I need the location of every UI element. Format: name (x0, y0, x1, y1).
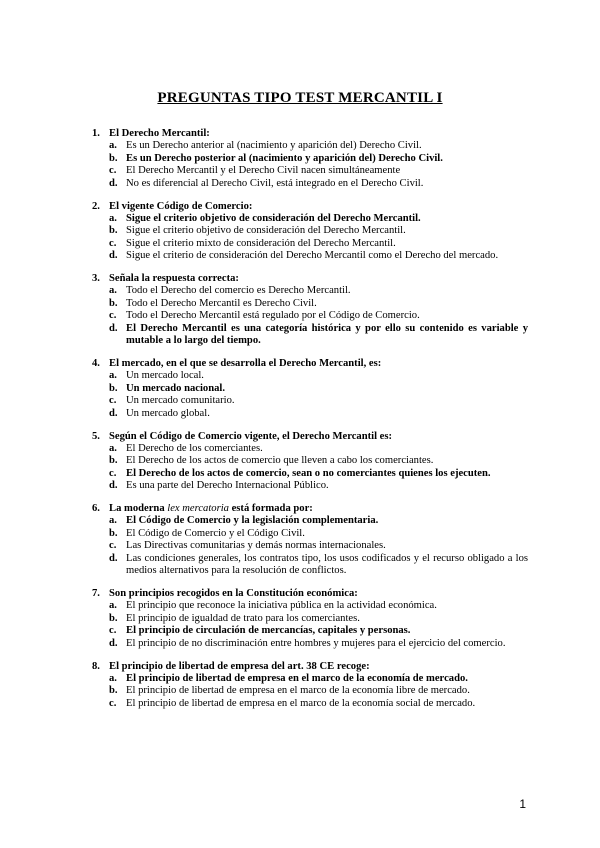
option-letter: b. (109, 382, 118, 394)
option-d (92, 553, 528, 578)
option-letter: b. (109, 612, 118, 624)
option-b (92, 455, 528, 467)
option-a (92, 213, 528, 225)
option-a (92, 600, 528, 612)
option-letter: d. (109, 322, 118, 334)
option-text: Un mercado nacional. (126, 382, 225, 394)
question-6 (92, 503, 528, 577)
option-a (92, 140, 528, 152)
option-d (92, 250, 528, 262)
option-list (92, 370, 528, 420)
option-list (92, 673, 528, 710)
option-list (92, 285, 528, 347)
option-text: Un mercado global. (126, 407, 210, 419)
question-text: El mercado, en el que se desarrolla el Derecho Mercantil, es: (109, 358, 382, 369)
option-text: Las Directivas comunitarias y demás normas internacionales. (126, 540, 386, 552)
question-text: Señala la respuesta correcta: (109, 273, 239, 285)
option-text: Es un Derecho posterior al (nacimiento y aparición del) Derecho Civil. (126, 152, 443, 164)
option-text: Un mercado comunitario. (126, 395, 235, 407)
option-a (92, 443, 528, 455)
option-letter: b. (109, 455, 118, 467)
question-number: 6. (92, 503, 100, 515)
option-c (92, 468, 528, 480)
question-header (92, 273, 528, 285)
question-text-post: está formada por: (228, 503, 313, 515)
option-text: El Código de Comercio y la legislación complementaria. (126, 515, 379, 527)
option-d (92, 323, 528, 348)
option-text: El principio de libertad de empresa en el marco de la economía de mercado. (126, 672, 468, 684)
option-letter: b. (109, 685, 118, 697)
question-number: 5. (92, 430, 100, 442)
page-title: PREGUNTAS TIPO TEST MERCANTIL I (157, 90, 443, 106)
option-text: El principio de igualdad de trato para los comerciantes. (126, 612, 360, 624)
question-5 (92, 431, 528, 493)
question-text: El Derecho Mercantil: (109, 128, 210, 139)
question-header (92, 661, 528, 673)
question-header (92, 201, 528, 213)
option-list (92, 213, 528, 263)
option-text: El Derecho de los actos de comercio que lleven a cabo los comerciantes. (126, 455, 434, 467)
question-header (92, 431, 528, 443)
option-c (92, 698, 528, 710)
option-text: Es un Derecho anterior al (nacimiento y aparición del) Derecho Civil. (126, 140, 422, 152)
option-b (92, 225, 528, 237)
option-text: El principio que reconoce la iniciativa pública en la actividad económica. (126, 600, 437, 612)
option-d (92, 178, 528, 190)
option-text: Sigue el criterio mixto de consideración del Derecho Mercantil. (126, 237, 396, 249)
question-header (92, 358, 528, 370)
option-letter: c. (109, 310, 117, 322)
option-text: Todo el Derecho Mercantil está regulado por el Código de Comercio. (126, 310, 420, 322)
option-letter: a. (109, 442, 117, 454)
question-1 (92, 128, 528, 190)
question-text-pre: La moderna (109, 503, 168, 515)
option-text: Es una parte del Derecho Internacional Público. (126, 480, 329, 492)
question-8 (92, 661, 528, 711)
option-letter: c. (109, 625, 117, 637)
option-c (92, 625, 528, 637)
option-b (92, 383, 528, 395)
option-letter: d. (109, 177, 118, 189)
option-text: El Derecho Mercantil es una categoría histórica y por ello su contenido es variable y mutable a lo largo del tiempo. (126, 322, 528, 347)
option-text: El principio de libertad de empresa en el marco de la economía libre de mercado. (126, 685, 470, 697)
option-text: El principio de circulación de mercancías, capitales y personas. (126, 625, 411, 637)
option-letter: d. (109, 637, 118, 649)
option-letter: a. (109, 672, 117, 684)
option-letter: c. (109, 697, 117, 709)
option-letter: b. (109, 527, 118, 539)
option-letter: d. (109, 552, 118, 564)
option-text: No es diferencial al Derecho Civil, está integrado en el Derecho Civil. (126, 177, 424, 189)
option-text: El Derecho de los comerciantes. (126, 442, 263, 454)
question-text: Son principios recogidos en la Constitución económica: (109, 588, 358, 599)
question-text (109, 503, 528, 515)
option-text: El Derecho Mercantil y el Derecho Civil nacen simultáneamente (126, 165, 401, 177)
option-letter: a. (109, 515, 117, 527)
option-text: El principio de libertad de empresa en el marco de la economía social de mercado. (126, 697, 476, 709)
option-text: El principio de no discriminación entre hombres y mujeres para el ejercicio del comercio. (126, 637, 506, 649)
option-text: Las condiciones generales, los contratos tipo, los usos codificados y el recurso obligado a los medios alternativos para la resolución de conflictos. (126, 552, 528, 577)
option-list (92, 515, 528, 577)
question-number: 3. (92, 273, 100, 285)
option-text: Todo el Derecho del comercio es Derecho Mercantil. (126, 285, 351, 297)
question-number: 7. (92, 588, 100, 599)
option-letter: b. (109, 152, 118, 164)
question-text: El vigente Código de Comercio: (109, 200, 253, 212)
option-b (92, 153, 528, 165)
option-letter: c. (109, 165, 117, 177)
option-a (92, 673, 528, 685)
question-number: 8. (92, 660, 100, 672)
option-letter: c. (109, 237, 117, 249)
option-letter: b. (109, 225, 118, 237)
option-text: Sigue el criterio objetivo de consideración del Derecho Mercantil. (126, 212, 421, 224)
question-header (92, 503, 528, 515)
question-text: Según el Código de Comercio vigente, el Derecho Mercantil es: (109, 430, 393, 442)
option-d (92, 408, 528, 420)
option-d (92, 638, 528, 650)
option-letter: d. (109, 480, 118, 492)
question-text-italic: lex mercatoria (167, 503, 229, 515)
option-letter: d. (109, 250, 118, 262)
option-letter: d. (109, 407, 118, 419)
option-b (92, 298, 528, 310)
question-number: 2. (92, 200, 100, 212)
option-list (92, 443, 528, 493)
option-c (92, 238, 528, 250)
option-text: Un mercado local. (126, 370, 204, 382)
option-letter: c. (109, 395, 117, 407)
option-text: Todo el Derecho Mercantil es Derecho Civil. (126, 297, 317, 309)
question-number: 1. (92, 128, 100, 139)
question-header (92, 128, 528, 140)
option-letter: c. (109, 540, 117, 552)
option-a (92, 285, 528, 297)
option-b (92, 613, 528, 625)
question-7 (92, 588, 528, 650)
option-d (92, 480, 528, 492)
option-letter: a. (109, 370, 117, 382)
question-text: El principio de libertad de empresa del art. 38 CE recoge: (109, 660, 370, 672)
question-list (92, 128, 528, 721)
option-c (92, 310, 528, 322)
option-letter: a. (109, 600, 117, 612)
option-text: Sigue el criterio objetivo de consideración del Derecho Mercantil. (126, 225, 406, 237)
option-letter: a. (109, 212, 117, 224)
option-list (92, 140, 528, 190)
page-number: 1 (519, 797, 526, 811)
option-b (92, 685, 528, 697)
option-c (92, 540, 528, 552)
option-a (92, 370, 528, 382)
option-letter: c. (109, 467, 117, 479)
question-header (92, 588, 528, 600)
option-b (92, 528, 528, 540)
option-text: El Derecho de los actos de comercio, sean o no comerciantes quienes los ejecuten. (126, 467, 491, 479)
question-2 (92, 201, 528, 263)
question-3 (92, 273, 528, 347)
option-c (92, 395, 528, 407)
option-letter: a. (109, 285, 117, 297)
option-text: Sigue el criterio de consideración del Derecho Mercantil como el Derecho del mercado. (126, 250, 499, 262)
option-letter: a. (109, 140, 117, 152)
option-a (92, 515, 528, 527)
option-text: El Código de Comercio y el Código Civil. (126, 527, 305, 539)
option-c (92, 165, 528, 177)
option-list (92, 600, 528, 650)
question-4 (92, 358, 528, 420)
option-letter: b. (109, 297, 118, 309)
question-number: 4. (92, 358, 100, 369)
